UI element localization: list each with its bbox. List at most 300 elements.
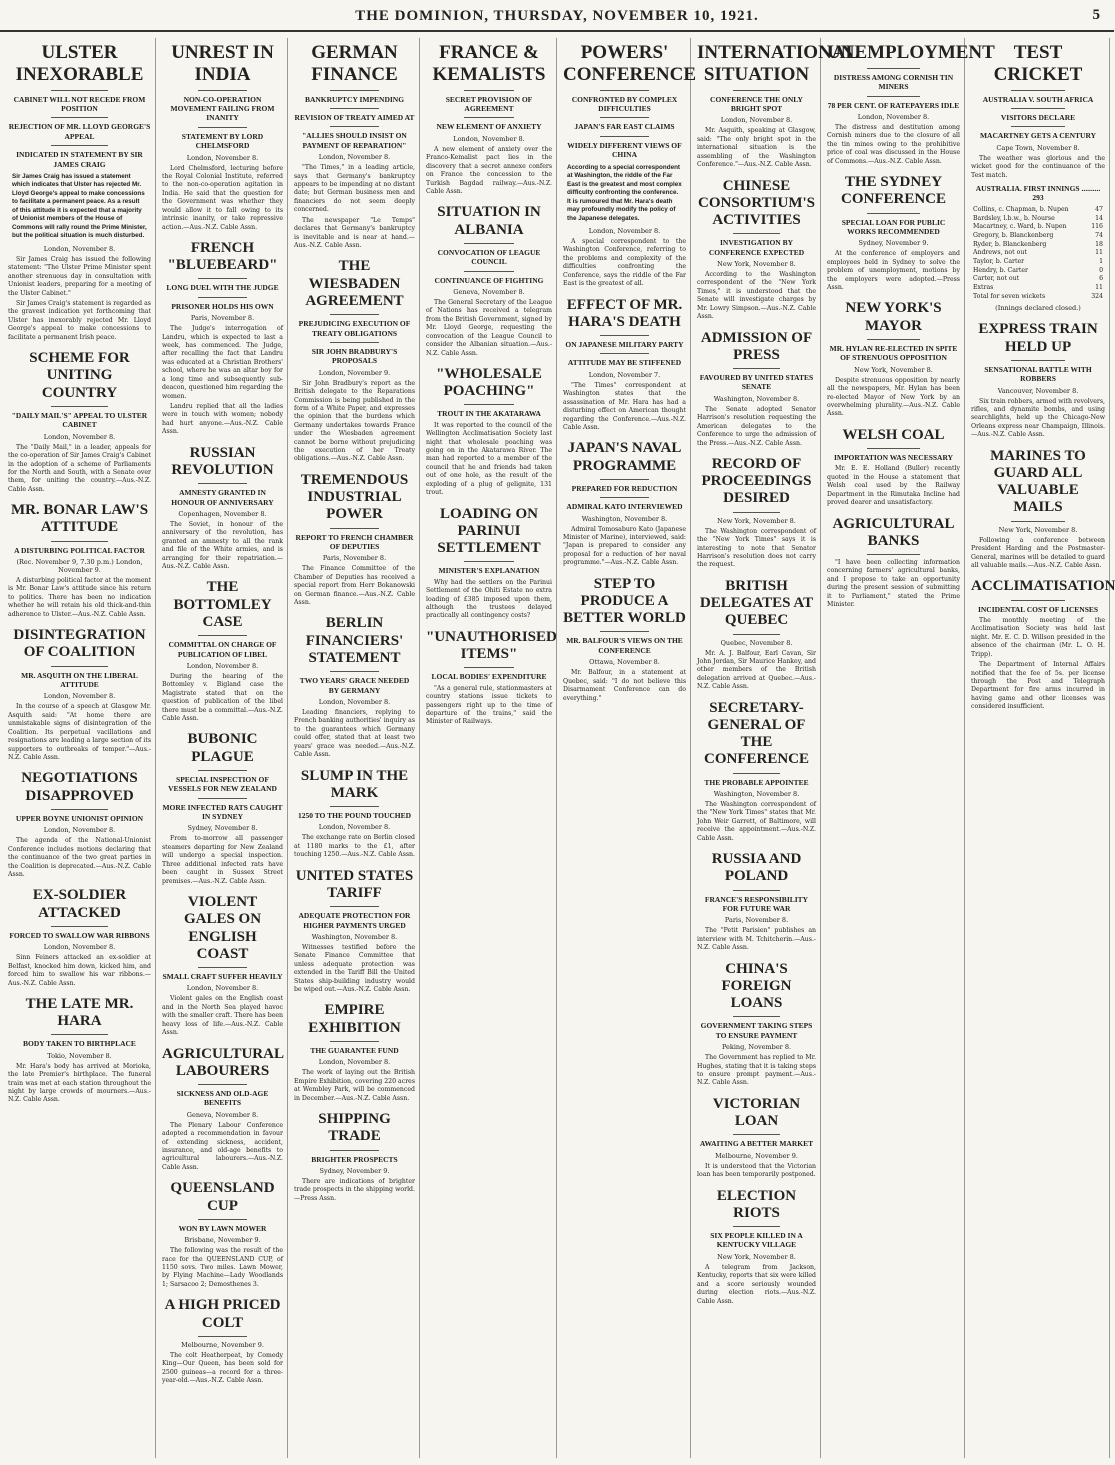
article-subheading: THE PROBABLE APPOINTEE (704, 777, 809, 787)
article-subheading: CONVOCATION OF LEAGUE COUNCIL (437, 247, 541, 267)
article-paragraph: The following was the result of the race for the QUEENSLAND CUP, of 1150 sovs. Two miles. Lawn Mower, by Flying Machine—Lady Woodlands 1; Sarsacoo 2; Demosthenes 3. (162, 1247, 283, 1288)
batsman-runs: 116 (1091, 223, 1103, 231)
article-dateline: Sydney, November 9. (858, 239, 929, 248)
article (8, 627, 151, 762)
article (827, 174, 960, 292)
article-headline: UNITED STATES TARIFF (295, 867, 414, 901)
article-headline: SHIPPING TRADE (318, 1111, 391, 1145)
article-dateline: Sydney, November 9. (319, 1166, 390, 1175)
article-paragraph: Mr. Asquith, speaking at Glasgow, said: "The only bright spot in the international situation is the assembling of the Washington Conference."—Aus.-N.Z. Cable Assn. (697, 127, 816, 169)
article-body (294, 1178, 415, 1203)
article-subheading: SPECIAL INSPECTION OF VESSELS FOR NEW ZEALAND (168, 774, 277, 794)
article (294, 1002, 415, 1103)
article-subheading: UPPER BOYNE UNIONIST OPINION (15, 813, 144, 823)
article (697, 1096, 816, 1180)
article-dateline: Ottawa, November 8. (589, 658, 660, 667)
divider-rule (330, 806, 378, 807)
article-subheading: SICKNESS AND OLD-AGE BENEFITS (176, 1089, 269, 1108)
article-dateline: Peking, November 8. (721, 1043, 792, 1052)
article-subheading: AUSTRALIA V. SOUTH AFRICA (982, 94, 1094, 104)
article-headline: STEP TO PRODUCE A BETTER WORLD (563, 575, 686, 627)
article-dateline: London, November 8. (43, 826, 116, 835)
article-dateline: London, November 8. (186, 984, 259, 993)
article (162, 731, 283, 886)
article (8, 770, 151, 879)
article-paragraph: A special correspondent to the Washington Conference, referring to the problems and complexity of the difficulties confronting the Conference, says the riddle of the Far East is the greatest of all. (563, 238, 686, 288)
divider-rule (198, 297, 246, 298)
article-dateline: London, November 8. (43, 432, 116, 441)
article-body (426, 146, 552, 197)
article-paragraph: "The Times" correspondent at Washington states that the assassination of Mr. Hara has had a disturbing effect on American thought regarding the Conference.—Aus.-N.Z. Cable Assn. (563, 381, 686, 431)
divider-rule (1011, 90, 1065, 91)
article-paragraph: The Plenary Labour Conference adopted a recommendation in favour of extending sickness, accident, insurance, and old-age benefits to agricultural labourers.—Aus.-N.Z. Cable Assn. (162, 1121, 283, 1171)
article-paragraph: Sinn Feiners attacked an ex-soldier at Belfast, knocked him down, kicked him, and forced him to swallow his war ribbons.—Aus.-N.Z. Cable Assn. (8, 954, 151, 987)
divider-rule (733, 634, 781, 635)
article (697, 178, 816, 322)
article-headline: SCHEME FOR UNITING COUNTRY (29, 350, 130, 401)
article-subheading: MORE INFECTED RATS CAUGHT IN SYDNEY (162, 802, 283, 822)
article-body (8, 837, 151, 879)
cricket-scorecard (973, 184, 1103, 313)
article (563, 440, 686, 567)
batsman-name: Total for seven wickets (973, 292, 1046, 300)
article (827, 300, 960, 418)
article-paragraph: Why had the settlers on the Parinui Settlement of the Ohiti Estate no extra loading of £385 imposed upon them, although the trustees delayed practically all contingency costs? (426, 578, 552, 620)
scorecard-footnote: (Innings declared closed.) (995, 304, 1081, 313)
article-dateline: London, November 8. (318, 153, 391, 162)
divider-rule (330, 314, 378, 315)
divider-rule (198, 483, 246, 484)
article-dateline: London, November 8. (43, 692, 116, 701)
article-headline: POWERS' CONFERENCE (563, 42, 697, 85)
divider-rule (1011, 108, 1065, 109)
article (563, 576, 686, 703)
article-body (162, 521, 283, 572)
article (697, 330, 816, 448)
article-headline: CHINA'S FOREIGN LOANS (721, 960, 792, 1012)
article-body (426, 685, 552, 727)
divider-rule (464, 90, 514, 91)
article (8, 350, 151, 494)
article-paragraph: During the hearing of the Bottomley v. Bigland case the Magistrate stated that on the question of publication of the libel there must be a committal.—Aus.-N.Z. Cable Assn. (162, 672, 283, 723)
scorecard-row (973, 241, 1103, 250)
article-subheading: PREPARED FOR REDUCTION (571, 483, 678, 493)
article-subheading: COMMITTAL ON CHARGE OF PUBLICATION OF LIBEL (168, 640, 277, 659)
article-dateline: Melbourne, November 9. (715, 1151, 798, 1160)
article-body (697, 1163, 816, 1180)
article-body (162, 995, 283, 1037)
article-headline: RUSSIA AND POLAND (711, 851, 802, 885)
divider-rule (464, 243, 514, 244)
article-dateline: London, November 7. (588, 370, 661, 379)
batsman-runs: 11 (1095, 249, 1103, 257)
article-subheading: REPORT TO FRENCH CHAMBER OF DEPUTIES (295, 532, 414, 551)
article (697, 1188, 816, 1306)
batsman-runs: 74 (1095, 231, 1103, 239)
article-dateline: Washington, November 8. (311, 932, 398, 941)
divider-rule (733, 1134, 781, 1135)
article-paragraph: Lord Chelmsford, lecturing before the Royal Colonial Institute, referred to the non-co-operation agitation in India. He said that the question for the Government was whether they would allow it to fall owing to its intrinsic inanity, or take repressive action.—Aus.-N.Z. Cable Assn. (162, 164, 283, 231)
article-dateline: London, November 8. (857, 112, 930, 121)
article-body (971, 398, 1105, 440)
article-dateline: Vancouver, November 8. (997, 386, 1079, 395)
article-subheading: JAPAN'S FAR EAST CLAIMS (574, 122, 675, 132)
article-headline: "WHOLESALE POACHING" (436, 365, 542, 400)
article-subheading: SMALL CRAFT SUFFER HEAVILY (162, 972, 283, 982)
article-paragraph: Sir James Craig has issued the following statement: "The Ulster Prime Minister spent another strenuous day in consultation with Unionist leaders, preparing for a meeting of the Ulster Cabinet." (8, 255, 151, 297)
article-body (294, 1069, 415, 1103)
article-subheading: FORCED TO SWALLOW WAR RIBBONS (9, 930, 150, 940)
article-body (827, 559, 960, 610)
article-dateline: Melbourne, November 9. (181, 1340, 264, 1349)
article-body (563, 382, 686, 433)
article-headline: SECRETARY-GENERAL OF THE CONFERENCE (703, 699, 809, 768)
divider-rule (198, 1084, 246, 1085)
article-paragraph: The Finance Committee of the Chamber of Deputies has received a special report from Herr Bokanowski on German finance.—Aus.-N.Z. Cable Assn. (294, 565, 415, 607)
article (294, 1111, 415, 1203)
divider-rule (330, 108, 378, 109)
article-headline: BUBONIC PLAGUE (187, 731, 258, 765)
article-headline: VIOLENT GALES ON ENGLISH COAST (183, 894, 262, 962)
scorecard-row (973, 258, 1103, 267)
article-body (971, 617, 1105, 712)
article (827, 427, 960, 508)
divider-rule (198, 798, 246, 799)
divider-rule (51, 145, 108, 146)
divider-rule (1011, 360, 1065, 361)
article-headline: AGRICULTURAL BANKS (832, 515, 955, 549)
article-headline: TREMENDOUS INDUSTRIAL POWER (300, 471, 409, 523)
divider-rule (733, 1226, 781, 1227)
article (162, 1180, 283, 1289)
article-subheading: MACARTNEY GETS A CENTURY (979, 131, 1097, 141)
article-body (162, 1122, 283, 1173)
article-headline: ADMISSION OF PRESS (700, 329, 813, 363)
article-headline: NEW YORK'S MAYOR (845, 300, 942, 334)
article-paragraph: The General Secretary of the League of Nations has received a telegram from the British Government, signed by Mr. Lloyd George, requesting the convocation of the League Council to consider the Albanian situation.—Aus.-N.Z. Cable Assn. (426, 298, 552, 357)
divider-rule (330, 1041, 378, 1042)
article-dateline: London, November 8. (186, 153, 259, 162)
article-subheading: AMNESTY GRANTED IN HONOUR OF ANNIVERSARY (171, 488, 274, 507)
divider-rule (733, 90, 781, 91)
article (426, 204, 552, 358)
article-headline: GERMAN FINANCE (311, 42, 398, 85)
divider-rule (464, 117, 514, 118)
article-headline: JAPAN'S NAVAL PROGRAMME (567, 440, 682, 474)
divider-rule (51, 1034, 108, 1035)
batsman-runs: 11 (1095, 283, 1103, 291)
article-paragraph: Admiral Tomosaburo Kato (Japanese Minister of Marine), interviewed, said: "Japan is prepared to consider any proposal for a reduction of her naval programme."—Aus.-N.Z. Cable Assn. (563, 525, 686, 567)
article-subheading: WON BY LAWN MOWER (178, 1223, 267, 1233)
article-body (8, 256, 151, 342)
article-subheading: LOCAL BODIES' EXPENDITURE (431, 672, 547, 682)
article-dateline: Copenhagen, November 8. (178, 509, 267, 518)
article-paragraph: The weather was glorious and the wicket good for the continuance of the Test match. (971, 154, 1105, 179)
article-subheading: FRANCE'S RESPONSIBILITY FOR FUTURE WAR (704, 894, 809, 914)
divider-rule (600, 631, 649, 632)
column-3 (290, 38, 420, 1458)
scorecard-title: AUSTRALIA. FIRST INNINGS .......... 293 (975, 184, 1101, 203)
batsman-name: Macartney, c. Ward, b. Nupen (973, 223, 1067, 231)
article-subheading: ADMIRAL KATO INTERVIEWED (566, 502, 683, 512)
divider-rule (198, 127, 246, 128)
article-subheading: SENSATIONAL BATTLE WITH ROBBERS (984, 364, 1092, 384)
article-paragraph: Following a conference between President Harding and the Postmaster-General, marines will be detailed to guard all valuable mails.—Aus.-N.Z. Cable Assn. (971, 536, 1105, 569)
scorecard-row (973, 206, 1103, 215)
article-subheading: MR. ASQUITH ON THE LIBERAL ATTITUDE (21, 670, 138, 690)
article-subheading: MINISTER'S EXPLANATION (438, 566, 540, 576)
divider-rule (198, 90, 246, 91)
scorecard-row (973, 215, 1103, 224)
article-body (162, 835, 283, 886)
divider-rule (867, 68, 920, 69)
article-body (8, 444, 151, 495)
article (971, 321, 1105, 439)
divider-rule (733, 1016, 781, 1017)
article-headline: INTERNATIONAL SITUATION (697, 42, 859, 85)
divider-rule (600, 335, 649, 336)
article-headline: EXPRESS TRAIN HELD UP (978, 321, 1098, 355)
article-headline: SITUATION IN ALBANIA (437, 204, 541, 238)
article (162, 1297, 283, 1385)
article (162, 1046, 283, 1173)
article (697, 700, 816, 843)
article-body (697, 528, 816, 570)
batsman-name: Hendry, b. Carter (973, 266, 1028, 274)
article-body (563, 669, 686, 703)
article-dateline: London, November 8. (588, 227, 661, 236)
article-dateline: London, November 8. (453, 134, 525, 143)
article-dateline: Paris, November 8. (322, 554, 387, 563)
divider-rule (1011, 521, 1065, 522)
article-paragraph: The Department of Internal Affairs notified that the fee of 5s. per license through the Post and Telegraph Department for fire arms incurred in having game and other licenses was considered insufficient. (971, 661, 1105, 711)
article-paragraph: The newspaper "Le Temps" declares that Germany's bankruptcy is inevitable and is near at hand.—Aus.-N.Z. Cable Assn. (294, 216, 415, 249)
article-body (827, 250, 960, 292)
article-subheading: ADEQUATE PROTECTION FOR HIGHER PAYMENTS URGED (298, 911, 411, 930)
article-paragraph: Mr. Hara's body has arrived at Morioka, the late Premier's birthplace. The funeral train was met at each station throughout the night by large crowds of mourners.—Aus.-N.Z. Cable Assn. (8, 1062, 151, 1104)
article (8, 996, 151, 1105)
article-paragraph: At the conference of employers and employees held in Sydney to solve the problem of unemployment, motions by the employers were adopted.—Press Assn. (827, 250, 960, 292)
divider-rule (464, 561, 514, 562)
article (426, 628, 557, 727)
article-subheading: "DAILY MAIL'S" APPEAL TO ULSTER CABINET (11, 410, 148, 430)
divider-rule (867, 213, 920, 214)
article-subheading: BODY TAKEN TO BIRTHPLACE (23, 1039, 136, 1049)
article-paragraph: "The Times," in a leading article, says that Germany's bankruptcy appears to be impending at no distant date; but German business men and financiers do not seem deeply concerned. (294, 164, 415, 214)
article-headline: THE BOTTOMLEY CASE (173, 579, 272, 630)
divider-rule (733, 233, 781, 234)
article-dateline: London, November 8. (186, 661, 259, 670)
divider-rule (330, 342, 378, 343)
article (697, 578, 816, 692)
article-body (162, 325, 283, 436)
article-dateline: Washington, November 8. (581, 514, 668, 523)
article-paragraph: Leading financiers, replying to French banking authorities' inquiry as to the guarantees which Germany could offer, stated that at least two years' grace was needed.—Aus.-N.Z. Cable Assn. (294, 708, 415, 759)
article-headline: EX-SOLDIER ATTACKED (32, 887, 127, 921)
article-subheading: NON-CO-OPERATION MOVEMENT FAILING FROM INANITY (170, 94, 275, 123)
scorecard-row (973, 232, 1103, 241)
article-paragraph: The distress and destitution among Cornish miners due to the closure of all the tin mines owing to the prohibitive price of coal was discussed in the House of Commons.—Aus.-N.Z. Cable Assn. (827, 123, 960, 165)
article (426, 506, 552, 621)
article-body (8, 577, 151, 619)
article-headline: TEST CRICKET (993, 42, 1083, 85)
article-body (697, 801, 816, 843)
article-subheading: WIDELY DIFFERENT VIEWS OF CHINA (567, 140, 682, 160)
article-dateline: London, November 8. (318, 823, 391, 832)
article-body (697, 1264, 816, 1306)
article-body (426, 299, 552, 358)
article-subheading: "ALLIES SHOULD INSIST ON PAYMENT OF REPARATION" (302, 131, 407, 150)
divider-rule (867, 96, 920, 97)
article-summary: According to a special correspondent at Washington, the riddle of the Far East is the greatest and most complex difficulty confronting the conference. It is rumoured that Mr. Hara's death may profoundly modify the policy of the Japanese delegates. (567, 163, 682, 222)
batsman-name: Bardsley, l.b.w., b. Nourse (973, 214, 1055, 222)
divider-rule (464, 667, 514, 668)
divider-rule (330, 1150, 378, 1151)
article-body (162, 165, 283, 232)
divider-rule (733, 368, 781, 369)
article-paragraph: Mr. A. J. Balfour, Earl Cavan, Sir John Jordan, Sir Maurice Hankey, and other members of the British delegation arrived at Quebec.—Aus.-N.Z. Cable Assn. (697, 649, 816, 691)
article-subheading: GOVERNMENT TAKING STEPS TO ENSURE PAYMENT (700, 1021, 813, 1040)
column-5 (559, 38, 697, 1458)
article-headline: ELECTION RIOTS (716, 1187, 797, 1221)
article-body (294, 164, 415, 250)
divider-rule (198, 967, 246, 968)
article (294, 768, 415, 860)
divider-rule (51, 90, 108, 91)
article-subheading: NEW ELEMENT OF ANXIETY (436, 122, 542, 132)
article-body (162, 1247, 283, 1289)
article-body (8, 954, 151, 988)
article-paragraph: According to the Washington correspondent of the "New York Times," it is understood that the Senate will investigate charges by Mr. Lowry Simpson.—Aus.-N.Z. Cable Assn. (697, 271, 816, 321)
article-headline: VICTORIAN LOAN (712, 1095, 801, 1130)
article-subheading: INCIDENTAL COST OF LICENSES (977, 604, 1099, 614)
batsman-runs: 47 (1095, 205, 1103, 213)
divider-rule (51, 406, 108, 407)
article (294, 472, 415, 608)
article-headline: EFFECT OF MR. HARA'S DEATH (566, 296, 683, 330)
article-dateline: London, November 9. (318, 368, 391, 377)
article (162, 42, 283, 232)
divider-rule (600, 136, 649, 137)
article (563, 297, 686, 433)
article-body (426, 422, 552, 498)
article-dateline: London, November 8. (720, 116, 793, 125)
article (971, 42, 1105, 313)
article (162, 445, 283, 572)
article-paragraph: A new element of anxiety over the Franco-Kemalist pact lies in the discovery that a secret annexe confers on France the concession to the Turkish Bagdad railway.—Aus.-N.Z. Cable Assn. (426, 145, 552, 195)
divider-rule (600, 479, 649, 480)
article-headline: THE LATE MR. HARA (25, 995, 134, 1030)
batsman-name: Taylor, b. Carter (973, 257, 1025, 265)
article-subheading: CONFRONTED BY COMPLEX DIFFICULTIES (571, 94, 678, 114)
article-body (697, 127, 816, 169)
article-paragraph: It is understood that the Victorian loan has been temporarily postponed. (697, 1162, 816, 1179)
column-6 (693, 38, 859, 1458)
article-subheading: ON JAPANESE MILITARY PARTY (565, 340, 684, 350)
article-body (827, 465, 960, 507)
divider-rule (464, 404, 514, 405)
article-headline: FRENCH "BLUEBEARD" (167, 239, 278, 274)
article-paragraph: The work of laying out the British Empire Exhibition, covering 220 acres at Wembley Park, will be commenced in December.—Aus.-N.Z. Cable Assn. (294, 1069, 415, 1102)
article-headline: ACCLIMATISATION (971, 578, 1115, 595)
article-body (697, 271, 816, 322)
article-subheading: REJECTION OF MR. LLOYD GEORGE'S APPEAL (8, 122, 151, 141)
article-paragraph: Violent gales on the English coast and in the North Sea played havoc with the smaller craft. There has been heavy loss of life.—Aus.-N.Z. Cable Assn. (162, 995, 283, 1037)
divider-rule (600, 90, 649, 91)
article (8, 502, 151, 619)
article-body (827, 124, 960, 166)
article-dateline: Geneva, November 8. (186, 1110, 259, 1119)
article-subheading: AWAITING A BETTER MARKET (699, 1139, 814, 1149)
divider-rule (51, 117, 108, 118)
article-subheading: CONFERENCE THE ONLY BRIGHT SPOT (710, 94, 803, 114)
article (294, 258, 415, 463)
article-paragraph: Landru replied that all the ladies were in touch with women; nobody had hurt anyone.—Aus.-N.Z. Cable Assn. (162, 402, 283, 436)
article (162, 894, 283, 1037)
batsman-name: Extras (973, 283, 994, 291)
article (294, 615, 415, 759)
article-subheading: VISITORS DECLARE (1000, 113, 1076, 123)
article-body (697, 406, 816, 448)
divider-rule (1011, 600, 1065, 601)
article-dateline: New York, November 8. (717, 260, 796, 269)
batsman-runs: 1 (1099, 257, 1103, 265)
divider-rule (51, 926, 108, 927)
article-headline: SLUMP IN THE MARK (300, 767, 409, 801)
article-headline: ULSTER INEXORABLE (15, 42, 144, 85)
batsman-runs: 18 (1095, 240, 1103, 248)
divider-rule (51, 541, 108, 542)
divider-rule (733, 773, 781, 774)
batsman-runs: 14 (1095, 214, 1103, 222)
article (697, 42, 859, 170)
divider-rule (867, 339, 920, 340)
scorecard-row (973, 267, 1103, 276)
divider-rule (733, 512, 781, 513)
article-headline: QUEENSLAND CUP (170, 1180, 275, 1214)
batsman-name: Collins, c. Chapman, b. Nupen (973, 205, 1069, 213)
article (8, 887, 151, 988)
article-subheading: CABINET WILL NOT RECEDE FROM POSITION (13, 94, 146, 114)
article-paragraph: Mr. E. E. Holland (Buller) recently quoted in the House a statement that Welsh coal used by the Railway Department in the Rimutaka Incline had proved dearer and unsatisfactory. (827, 465, 960, 507)
article-subheading: PRISONER HOLDS HIS OWN (171, 301, 274, 311)
column-1 (4, 38, 156, 1458)
article-dateline: Brisbane, November 9. (184, 1236, 261, 1245)
article-subheading: ATTITUDE MAY BE STIFFENED (567, 358, 682, 368)
article-paragraph: It was reported to the council of the Wellington Acclimatisation Society last night that wholesale poaching was going on in the Akatarawa River. The man had reported to a member of the council that he and friends had taken out of one hole, as the result of the exploding of a plug of gelignite, 131 trout. (426, 421, 552, 497)
article-subheading: STATEMENT BY LORD CHELMSFORD (181, 131, 264, 151)
batsman-name: Andrews, not out (973, 249, 1027, 257)
article-paragraph: The Washington correspondent of the "New York Times" states that Mr. John Weir Garrett, of Baltimore, will receive the appointment.—Aus.-N.Z. Cable Assn. (697, 801, 816, 842)
article-dateline: New York, November 8. (717, 516, 796, 525)
batsman-name: Carter, not out (973, 275, 1020, 283)
article-subheading: MR. BALFOUR'S VIEWS ON THE CONFERENCE (566, 636, 683, 655)
article-body (697, 650, 816, 692)
batsman-runs: 0 (1099, 266, 1103, 274)
article-headline: BRITISH DELEGATES AT QUEBEC (699, 577, 814, 629)
article-dateline: Sydney, November 8. (187, 824, 258, 833)
article-headline: MARINES TO GUARD ALL VALUABLE MAILS (990, 447, 1086, 516)
article-dateline: Cape Town, November 8. (996, 143, 1080, 152)
divider-rule (600, 117, 649, 118)
divider-rule (330, 126, 378, 127)
article-paragraph: The Government has replied to Mr. Hughes, stating that it is taking steps to ensure prompt payment.—Aus.-N.Z. Cable Assn. (697, 1054, 816, 1087)
article (697, 961, 816, 1088)
article-body (563, 526, 686, 568)
article (827, 516, 960, 610)
article-subheading: SIX PEOPLE KILLED IN A KENTUCKY VILLAGE (710, 1231, 803, 1250)
article-subheading: TROUT IN THE AKATARAWA (437, 409, 541, 419)
